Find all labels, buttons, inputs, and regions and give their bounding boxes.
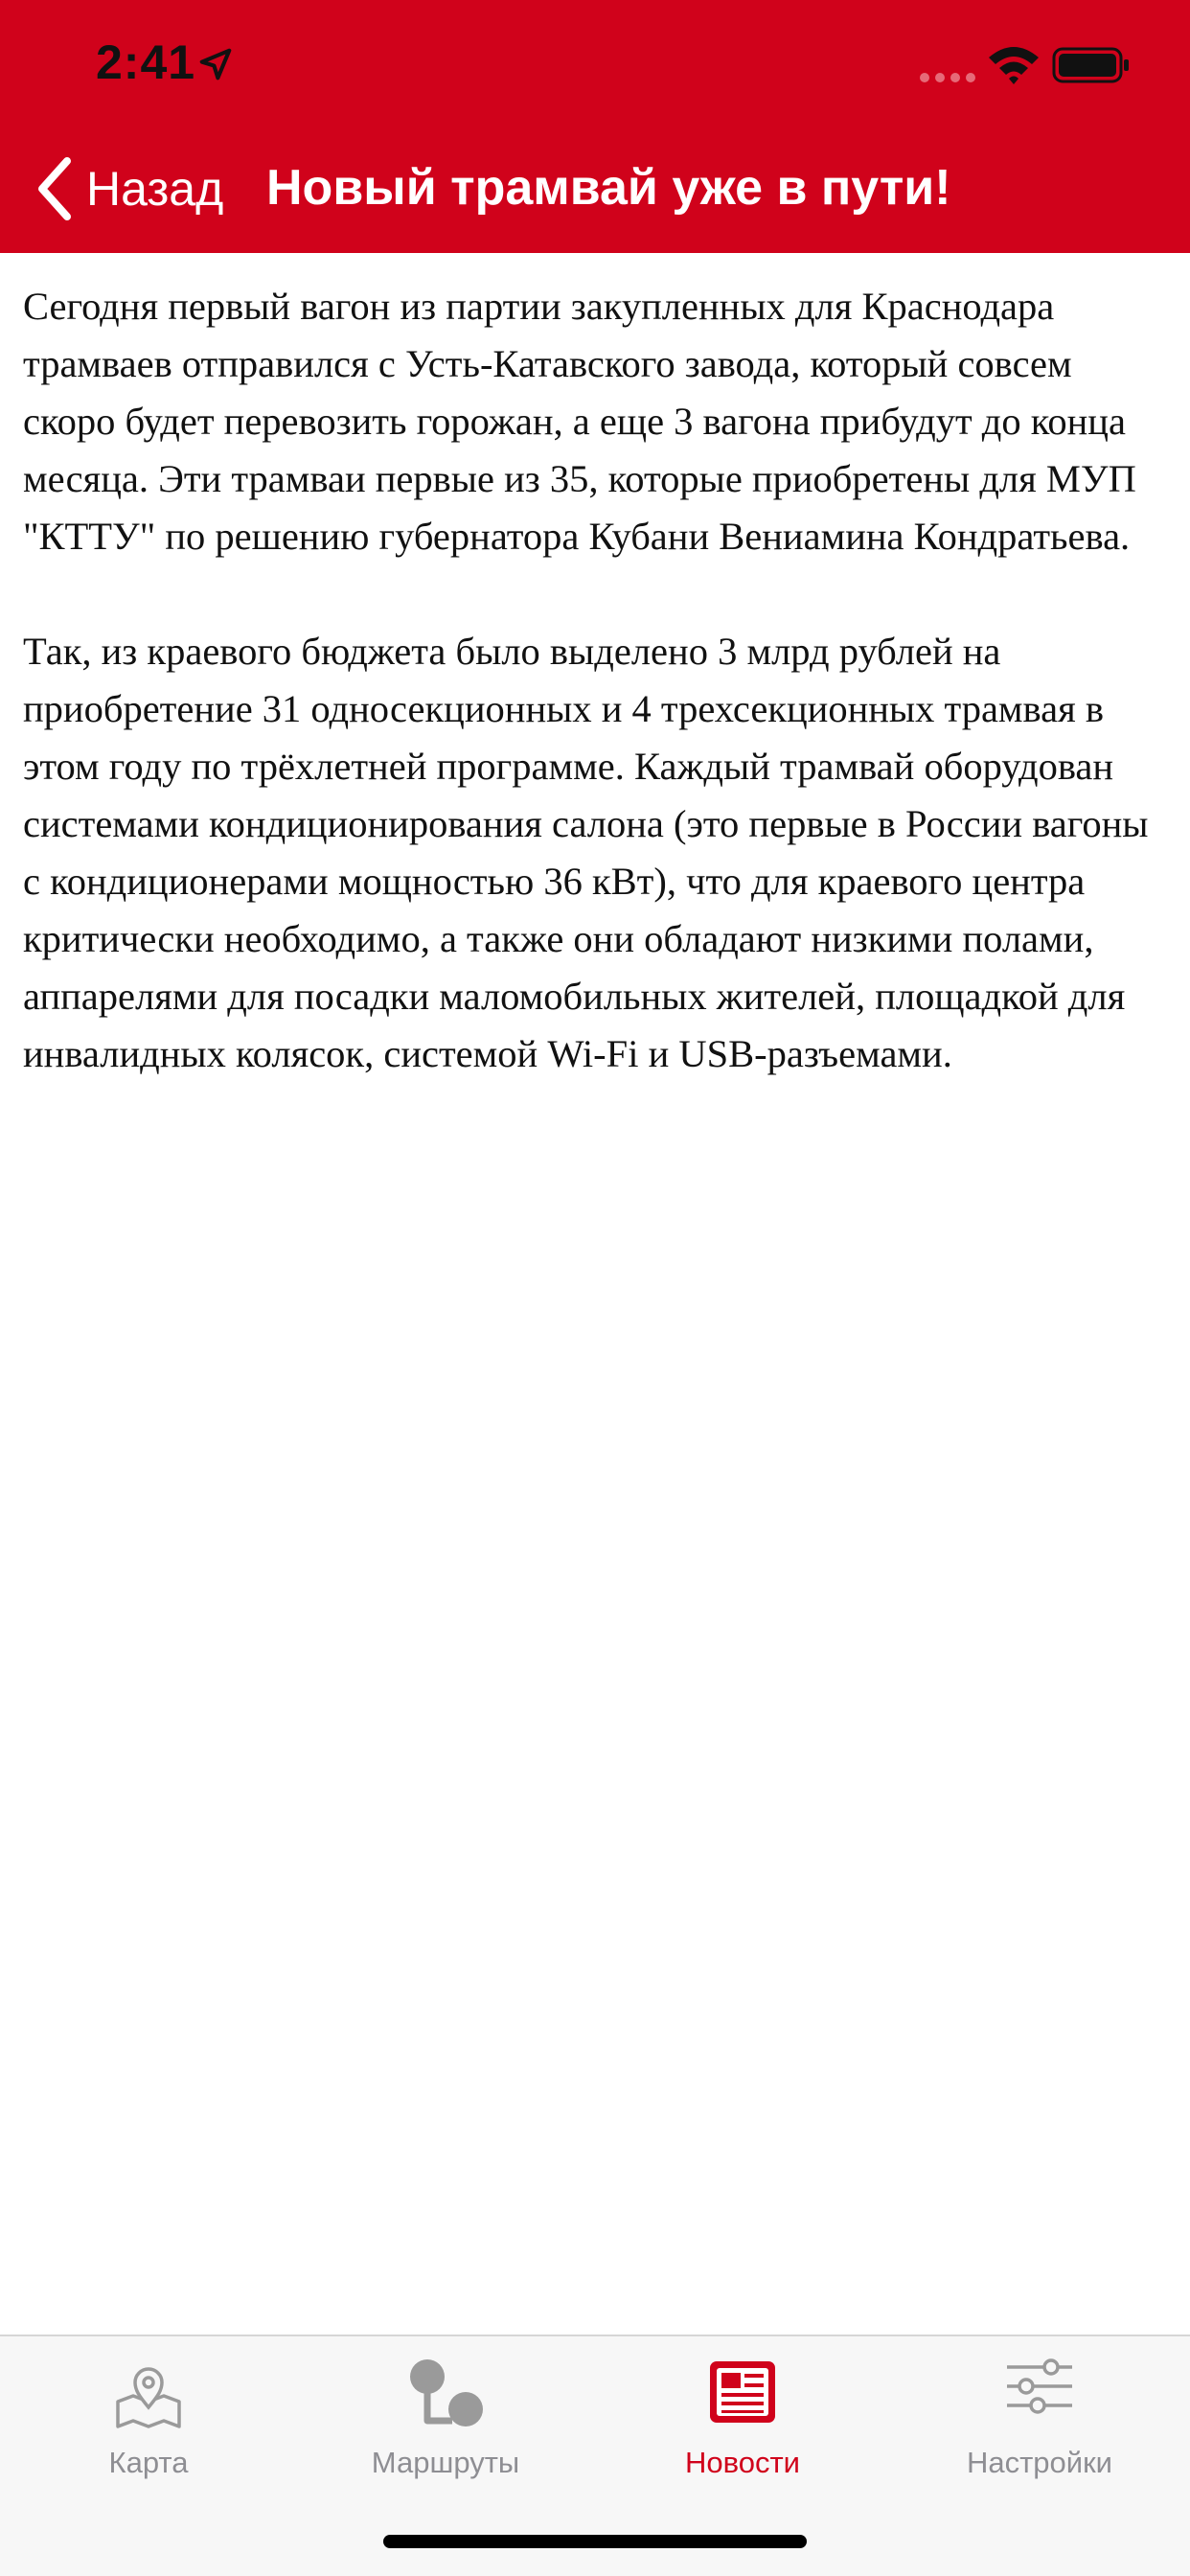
chevron-left-icon (34, 157, 73, 220)
tab-label: Настройки (966, 2446, 1112, 2479)
tab-map[interactable] (0, 2336, 297, 2499)
tab-label: Карта (108, 2446, 189, 2479)
article-paragraph: Так, из краевого бюджета было выделено 3 млрд рублей на приобретение 31 односекционных и 4 трехсекционных трамвая в этом году по трёхлетней программе. Каждый трамвай оборудован системами кондиционирования салона (это первые в России вагоны с кондиционерами мощностью 36 кВт), что для краевого центра критически необходимо, а также они обладают низкими полами, аппарелями для посадки маломобильных жителей, площадкой для инвалидных колясок, системой Wi-Fi и USB-разъемами. (23, 630, 1149, 1075)
tab-label: Маршруты (371, 2446, 520, 2479)
status-bar (0, 0, 1190, 126)
tab-settings[interactable] (891, 2336, 1188, 2499)
navigation-bar (0, 126, 1190, 253)
map-icon (112, 2358, 185, 2430)
tab-news[interactable] (594, 2336, 891, 2499)
battery-icon (1052, 46, 1131, 84)
status-time: 2:41 (96, 35, 196, 89)
routes-icon (402, 2358, 489, 2434)
article-paragraph: Сегодня первый вагон из партии закупленных для Краснодара трамваев отправился с Усть-Катавского завода, который совсем скоро будет перевозить горожан, а еще 3 вагона прибудут до конца месяца. Эти трамваи первые из 35, которые приобретены для МУП "КТТУ" по решению губернатора Кубани Вениамина Кондратьева. (23, 285, 1136, 558)
header (0, 0, 1190, 253)
back-label: Назад (86, 162, 224, 216)
article-body (23, 278, 1173, 1140)
page-title: Новый трамвай уже в пути! (266, 160, 951, 216)
sliders-icon (1003, 2358, 1076, 2415)
wifi-icon (987, 44, 1041, 84)
cellular-signal-icon (920, 73, 975, 82)
tab-routes[interactable] (297, 2336, 594, 2499)
home-indicator (383, 2535, 807, 2548)
back-button[interactable] (34, 155, 223, 222)
news-icon (706, 2358, 779, 2426)
location-arrow-icon (197, 46, 234, 82)
tab-label: Новости (684, 2446, 800, 2479)
